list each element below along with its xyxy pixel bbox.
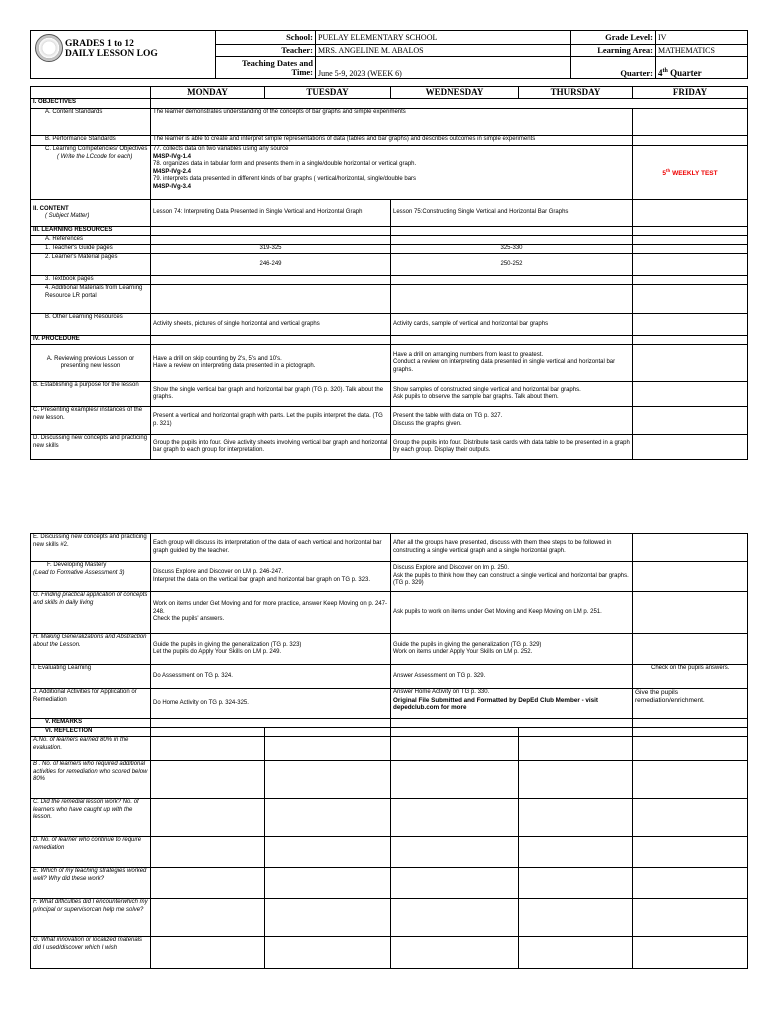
- generalization-wednesday: [391, 634, 633, 665]
- reflection-a-thursday: [519, 737, 633, 761]
- discussing-2-wednesday: After all the groups have presented, discuss with them thee steps to be followed in constructing a single vertical graph and a single horizontal graph.: [391, 534, 633, 562]
- competency-2: 78. organizes data in tabular form and presents them in a single/double horizontal or vertical graph.: [153, 161, 417, 167]
- reviewing-label: A. Reviewing previous Lesson or presenting new lesson: [31, 345, 151, 382]
- mastery-monday: [151, 562, 391, 592]
- content-standards-label: A. Content Standards: [31, 109, 151, 136]
- day-header-monday: MONDAY: [151, 87, 265, 99]
- weekly-test-suffix: th: [666, 168, 671, 174]
- area-value: MATHEMATICS: [656, 45, 748, 57]
- reflection-f-label: F. What difficulties did I encounterwhich my principal or supervisorcan help me solve?: [31, 899, 151, 937]
- mastery-monday-2: Interpret the data on the vertical bar graph and horizontal bar graph on TG p. 323.: [153, 576, 371, 583]
- area-label: Learning Area:: [571, 45, 656, 57]
- presenting-wednesday-1: Present the table with data on TG p. 327.: [393, 413, 503, 419]
- discussing-label: D. Discussing new concepts and practicing new skills: [31, 435, 151, 460]
- reviewing-monday-2: Have a review on interpreting data presented in a pictograph.: [153, 363, 316, 369]
- generalization-label: H. Making Generalizations and Abstraction about the Lesson.: [31, 634, 151, 665]
- objectives-row: [151, 99, 748, 109]
- additional-monday: [151, 285, 391, 314]
- reflection-b-friday: [633, 761, 748, 799]
- competencies-label-note: ( Write the LCcode for each): [57, 153, 133, 160]
- dates-label: [216, 57, 316, 79]
- reflection-c-label: C. Did the remedial lesson work? No. of learners who have caught up with the lesson.: [31, 799, 151, 837]
- reflection-b-wednesday: [391, 761, 519, 799]
- performance-standards: The learner is able to create and interpret simple representations of data (tables and bar graphs) and describes outcomes in simple experiments: [151, 136, 633, 146]
- reflection-d-monday: [151, 837, 265, 868]
- lesson-log-table-2: [30, 533, 748, 969]
- ref-friday: [633, 236, 748, 245]
- mastery-friday: [633, 562, 748, 592]
- purpose-wednesday: [391, 382, 633, 407]
- purpose-wednesday-1: Show samples of constructed single vertical and horizontal bar graphs.: [393, 386, 581, 393]
- application-wednesday: Ask pupils to work on items under Get Moving and Keep Moving on LM p. 251.: [391, 592, 633, 634]
- lm-pages-wednesday: 250-252: [391, 254, 633, 276]
- reflection-f-thursday: [519, 899, 633, 937]
- performance-standards-label: B. Performance Standards: [31, 136, 151, 146]
- additional-materials-label: 4. Additional Materials from Learning Resource LR portal: [31, 285, 151, 314]
- reflection-f-tuesday: [265, 899, 391, 937]
- reflection-monday: [151, 728, 265, 737]
- application-label: G. Finding practical application of concepts and skills in daily living: [31, 592, 151, 634]
- additional-activities-wednesday: [391, 689, 633, 719]
- quarter-word: Quarter: [667, 68, 702, 78]
- doc-title-line-1: GRADES 1 to 12: [65, 39, 134, 49]
- reflection-e-label: E. Which of my teaching strategies worked well? Why did these work?: [31, 868, 151, 899]
- reflection-b-monday: [151, 761, 265, 799]
- lr-monday: [151, 227, 391, 236]
- additional-activities-wednesday-2: Original File Submitted and Formatted by DepEd Club Member - visit depedclub.com for more: [393, 696, 599, 711]
- lm-pages-friday: [633, 254, 748, 276]
- reflection-a-monday: [151, 737, 265, 761]
- reflection-g-monday: [151, 937, 265, 969]
- discussing-friday: [633, 435, 748, 460]
- reflection-e-friday: [633, 868, 748, 899]
- reflection-thursday: [519, 728, 633, 737]
- reviewing-friday: [633, 345, 748, 382]
- content-friday: [633, 200, 748, 227]
- discussing-2-friday: [633, 534, 748, 562]
- doc-title: [65, 39, 158, 59]
- mastery-wednesday-1: Discuss Explore and Discover on lm p. 250.: [393, 565, 510, 572]
- reflection-e-wednesday: [391, 868, 519, 899]
- competencies-label-text: C. Learning Competencies/ Objectives: [45, 146, 148, 152]
- purpose-monday: Show the single vertical bar graph and horizontal bar graph (TG p. 320). Talk about the graphs.: [151, 382, 391, 407]
- presenting-label: C. Presenting examples/ instances of the new lesson.: [31, 407, 151, 435]
- reflection-a-wednesday: [391, 737, 519, 761]
- reflection-a-friday: [633, 737, 748, 761]
- generalization-wednesday-1: Guide the pupils in giving the generalization (TG p. 329): [393, 641, 542, 648]
- day-header-blank: [31, 87, 151, 99]
- application-monday: [151, 592, 391, 634]
- textbook-friday: [633, 276, 748, 285]
- presenting-friday: [633, 407, 748, 435]
- content-standards: The learner demonstrates understanding of the concepts of bar graphs and simple experiments: [151, 109, 633, 136]
- application-monday-2: Check the pupils' answers.: [153, 616, 225, 623]
- other-resources-friday: [633, 314, 748, 336]
- content-label-text: II. CONTENT: [33, 205, 69, 212]
- quarter-suffix: th: [662, 68, 668, 74]
- purpose-wednesday-2: Ask pupils to observe the sample bar graphs. Talk about them.: [393, 394, 559, 400]
- deped-seal-icon: [35, 34, 63, 62]
- additional-activities-monday: Do Home Activity on TG p. 324-325.: [151, 689, 391, 719]
- content-standards-friday: [633, 109, 748, 136]
- reflection-c-tuesday: [265, 799, 391, 837]
- discussing-2-monday: Each group will discuss its interpretation of the data of each vertical and horizontal bar graph guided by the teacher.: [151, 534, 391, 562]
- day-header-wednesday: WEDNESDAY: [391, 87, 519, 99]
- grade-label: Grade Level:: [571, 31, 656, 45]
- presenting-wednesday: [391, 407, 633, 435]
- competency-1-code: M4SP-IVg-1.4: [153, 153, 192, 160]
- reflection-g-label: G. What innovation or localized materials did I used/discover which I wish: [31, 937, 151, 969]
- reflection-tuesday: [265, 728, 391, 737]
- school-value: PUELAY ELEMENTARY SCHOOL: [316, 31, 571, 45]
- content-monday: Lesson 74: Interpreting Data Presented in Single Vertical and Horizontal Graph: [151, 200, 391, 227]
- reflection-g-friday: [633, 937, 748, 969]
- ref-wednesday: [391, 236, 633, 245]
- reflection-wednesday: [391, 728, 519, 737]
- learning-resources-label: III. LEARNING RESOURCES: [31, 227, 151, 236]
- reflection-e-monday: [151, 868, 265, 899]
- evaluating-wednesday: Answer Assessment on TG p. 329.: [391, 665, 633, 689]
- teacher-label: Teacher:: [216, 45, 316, 57]
- generalization-wednesday-2: Work on items under Apply Your Skills on LM p. 252.: [393, 649, 533, 655]
- reviewing-wednesday: [391, 345, 633, 382]
- textbook-wednesday: [391, 276, 633, 285]
- discussing-monday: Group the pupils into four. Give activity sheets involving vertical bar graph and horizontal bar graph to each group for interpretation.: [151, 435, 391, 460]
- procedure-monday: [151, 336, 391, 345]
- competency-3: 79. interprets data presented in different kinds of bar graphs ( vertical/horizontal, single/double bars: [153, 176, 417, 182]
- reflection-friday: [633, 728, 748, 737]
- day-header-thursday: THURSDAY: [519, 87, 633, 99]
- dates-value: June 5-9, 2023 (WEEK 6): [316, 57, 571, 79]
- purpose-friday: [633, 382, 748, 407]
- reflection-d-friday: [633, 837, 748, 868]
- discussing-2-label: E. Discussing new concepts and practicing new skills #2.: [31, 534, 151, 562]
- header-logo-cell: [31, 31, 216, 79]
- presenting-monday: Present a vertical and horizontal graph with parts. Let the pupils interpret the data. (TG p. 321): [151, 407, 391, 435]
- reflection-d-label: D. No. of learner who continue to require remediation: [31, 837, 151, 868]
- objectives-label: I. OBJECTIVES: [31, 99, 151, 109]
- generalization-friday: [633, 634, 748, 665]
- remarks-friday: [633, 719, 748, 728]
- competency-3-code: M4SP-IVg-3.4: [153, 183, 192, 190]
- reflection-d-thursday: [519, 837, 633, 868]
- additional-wednesday: [391, 285, 633, 314]
- evaluating-friday: Check on the pupils answers.: [633, 665, 748, 689]
- reflection-g-thursday: [519, 937, 633, 969]
- content-label: [31, 200, 151, 227]
- additional-activities-label: J. Additional Activities for Application or Remediation: [31, 689, 151, 719]
- generalization-monday-1: Guide the pupils in giving the generalization (TG p. 323): [153, 641, 302, 648]
- reflection-a-tuesday: [265, 737, 391, 761]
- reflection-d-tuesday: [265, 837, 391, 868]
- generalization-monday-2: Let the pupils do Apply Your Skills on LM p. 249.: [153, 649, 282, 655]
- tg-pages-label: 1. Teacher's Guide pages: [31, 245, 151, 254]
- reflection-f-wednesday: [391, 899, 519, 937]
- reflection-c-friday: [633, 799, 748, 837]
- competencies: [151, 146, 633, 200]
- day-header-tuesday: TUESDAY: [265, 87, 391, 99]
- reviewing-monday-1: Have a drill on skip counting by 2's, 5's and 10's.: [153, 355, 282, 362]
- quarter-number: 4: [658, 68, 663, 78]
- remarks-label: V. REMARKS: [31, 719, 151, 728]
- mastery-wednesday: [391, 562, 633, 592]
- reflection-c-wednesday: [391, 799, 519, 837]
- procedure-friday: [633, 336, 748, 345]
- mastery-monday-1: Discuss Explore and Discover on LM p. 246-247.: [153, 569, 284, 575]
- mastery-wednesday-2: Ask the pupils to think how they can construct a single vertical and horizontal bar graphs. (TG p. 329): [393, 572, 629, 587]
- reflection-b-thursday: [519, 761, 633, 799]
- day-header-friday: FRIDAY: [633, 87, 748, 99]
- reviewing-wednesday-2: Conduct a review on interpreting data presented in single vertical and horizontal bar graphs.: [393, 359, 616, 373]
- doc-title-line-2: DAILY LESSON LOG: [65, 49, 158, 59]
- reflection-g-wednesday: [391, 937, 519, 969]
- remarks-wednesday: [391, 719, 633, 728]
- additional-friday: [633, 285, 748, 314]
- competency-1: 77. collects data on two variables using any source: [153, 146, 289, 152]
- tg-pages-monday: 319-325: [151, 245, 391, 254]
- textbook-pages-label: 3. Textbook pages: [31, 276, 151, 285]
- reflection-c-monday: [151, 799, 265, 837]
- lesson-log-table-1: [30, 86, 748, 460]
- textbook-monday: [151, 276, 391, 285]
- evaluating-label: I. Evaluating Learning: [31, 665, 151, 689]
- reflection-label: VI. REFLECTION: [31, 728, 151, 737]
- tg-pages-friday: [633, 245, 748, 254]
- additional-activities-wednesday-1: Answer Home Activity on TG p. 330.: [393, 689, 490, 695]
- application-friday: [633, 592, 748, 634]
- competency-2-code: M4SP-IVg-2.4: [153, 168, 192, 175]
- procedure-wednesday: [391, 336, 633, 345]
- other-resources-wednesday: Activity cards, sample of vertical and horizontal bar graphs: [391, 314, 633, 336]
- reflection-f-monday: [151, 899, 265, 937]
- quarter-value: [656, 57, 748, 79]
- presenting-wednesday-2: Discuss the graphs given.: [393, 420, 462, 427]
- tg-pages-wednesday: 325-330: [391, 245, 633, 254]
- lr-wednesday: [391, 227, 633, 236]
- performance-standards-friday: [633, 136, 748, 146]
- quarter-label: Quarter:: [571, 57, 656, 79]
- teacher-value: MRS. ANGELINE M. ABALOS: [316, 45, 571, 57]
- reflection-d-wednesday: [391, 837, 519, 868]
- additional-activities-friday: Give the pupils remediation/enrichment.: [633, 689, 748, 719]
- weekly-test-text: WEEKLY TEST: [670, 170, 718, 178]
- reflection-a-label: A.No. of learners earned 80% in the evaluation.: [31, 737, 151, 761]
- lm-pages-monday: 246-249: [151, 254, 391, 276]
- purpose-label: B. Establishing a purpose for the lesson: [31, 382, 151, 407]
- reviewing-wednesday-1: Have a drill on arranging numbers from least to greatest.: [393, 351, 544, 358]
- reflection-b-label: B . No. of learners who required additional activities for remediation who scored below 80%: [31, 761, 151, 799]
- procedure-label: IV. PROCEDURE: [31, 336, 151, 345]
- mastery-label-text: F. Developing Mastery: [47, 562, 107, 568]
- grade-value: IV: [656, 31, 748, 45]
- reflection-e-tuesday: [265, 868, 391, 899]
- evaluating-monday: Do Assessment on TG p. 324.: [151, 665, 391, 689]
- header-table: [30, 30, 748, 79]
- content-wednesday: Lesson 75:Constructing Single Vertical and Horizontal Bar Graphs: [391, 200, 633, 227]
- ref-monday: [151, 236, 391, 245]
- remarks-monday: [151, 719, 391, 728]
- weekly-test: [633, 146, 748, 200]
- mastery-label-note: (Lead to Formative Assessment 3): [33, 569, 125, 576]
- weekly-test-number: 5: [662, 170, 667, 178]
- other-resources-label: B. Other Learning Resources: [31, 314, 151, 336]
- lm-pages-label: 2. Learner's Material pages: [31, 254, 151, 276]
- dates-label-line-2: Time:: [291, 66, 313, 77]
- reflection-c-thursday: [519, 799, 633, 837]
- reflection-f-friday: [633, 899, 748, 937]
- reflection-g-tuesday: [265, 937, 391, 969]
- reflection-b-tuesday: [265, 761, 391, 799]
- generalization-monday: [151, 634, 391, 665]
- content-label-sub: ( Subject Matter): [45, 213, 90, 219]
- dates-label-line-1: Teaching Dates and: [241, 57, 313, 68]
- references-label: A. References: [31, 236, 151, 245]
- reflection-e-thursday: [519, 868, 633, 899]
- discussing-wednesday: Group the pupils into four. Distribute task cards with data table to be presented in a graph by each group. Display their outputs.: [391, 435, 633, 460]
- competencies-label: [31, 146, 151, 200]
- school-label: School:: [216, 31, 316, 45]
- other-resources-monday: Activity sheets, pictures of single horizontal and vertical graphs: [151, 314, 391, 336]
- reviewing-monday: [151, 345, 391, 382]
- lr-friday: [633, 227, 748, 236]
- application-monday-1: Work on items under Get Moving and for more practice, answer Keep Moving on p. 247-248.: [153, 601, 388, 615]
- mastery-label: [31, 562, 151, 592]
